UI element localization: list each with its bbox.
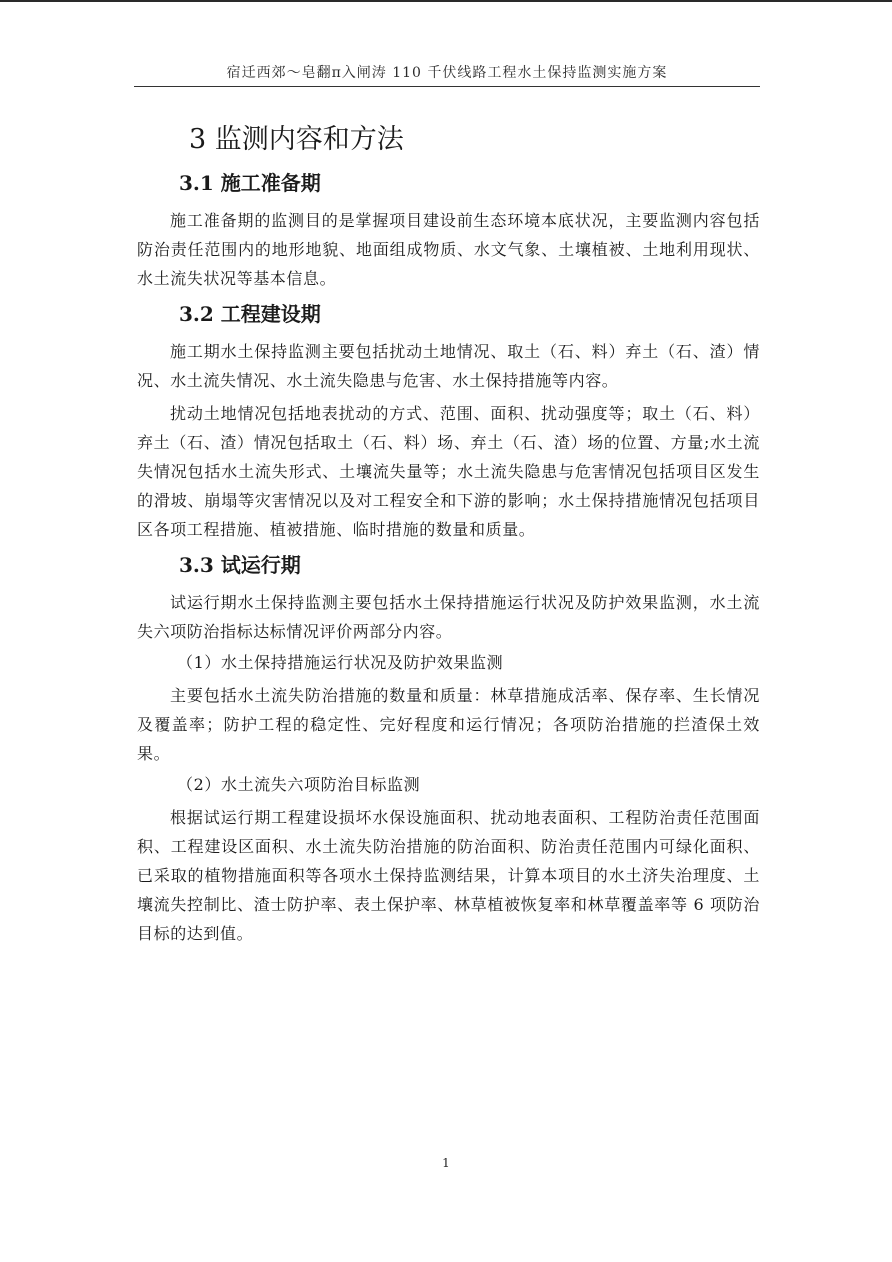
chapter-title: 3 监测内容和方法 [189,124,404,155]
item-1-paragraph: 主要包括水土流失防治措施的数量和质量：林草措施成活率、保存率、生长情况及覆盖率；防护工程的稳定性、完好程度和运行情况；各项防治措施的拦渣保土效果。 [137,686,760,763]
section-heading-3-2: 3.2 工程建设期 [179,302,321,326]
header-divider [134,86,760,87]
document-body [137,118,760,948]
section-3-2-paragraph-2: 扰动土地情况包括地表扰动的方式、范围、面积、扰动强度等；取土（石、料）弃土（石、渣）情况包括取土（石、料）场、弃土（石、渣）场的位置、方量;水土流失情况包括水土流失形式、土壤流失量等；水土流失隐患与危害情况包括项目区发生的滑坡、崩塌等灾害情况以及对工程安全和下游的影响；水土保持措施情况包括项目区各项工程措施、植被措施、临时措施的数量和质量。 [137,404,760,539]
item-1-heading: （1）水土保持措施运行状况及防护效果监测 [177,653,504,672]
section-heading-3-3: 3.3 试运行期 [179,553,301,577]
page-number: 1 [442,1156,450,1170]
page-top-border [0,0,892,2]
section-heading-3-1: 3.1 施工准备期 [179,171,321,195]
section-3-2-paragraph-1: 施工期水土保持监测主要包括扰动土地情况、取土（石、料）弃土（石、渣）情况、水土流失情况、水土流失隐患与危害、水土保持措施等内容。 [137,342,760,390]
item-2-paragraph: 根据试运行期工程建设损坏水保设施面积、扰动地表面积、工程防治责任范围面积、工程建设区面积、水土流失防治措施的防治面积、防治责任范围内可绿化面积、已采取的植物措施面积等各项水土保持监测结果，计算本项目的水土济失治理度、土壤流失控制比、渣士防护率、表土保护率、林草植被恢复率和林草覆盖率等 6 项防治目标的达到值。 [137,808,760,943]
section-3-3-intro: 试运行期水土保持监测主要包括水土保持措施运行状况及防护效果监测，水土流失六项防治指标达标情况评价两部分内容。 [137,593,760,641]
section-3-1-paragraph: 施工准备期的监测目的是掌握项目建设前生态环境本底状况，主要监测内容包括防治责任范围内的地形地貌、地面组成物质、水文气象、土壤植被、土地利用现状、水土流失状况等基本信息。 [137,211,760,288]
item-2-heading: （2）水土流失六项防治目标监测 [177,775,421,794]
running-header: 宿迁西郊～皂翻π入闸涛 110 千伏线路工程水土保持监测实施方案 [226,65,668,81]
